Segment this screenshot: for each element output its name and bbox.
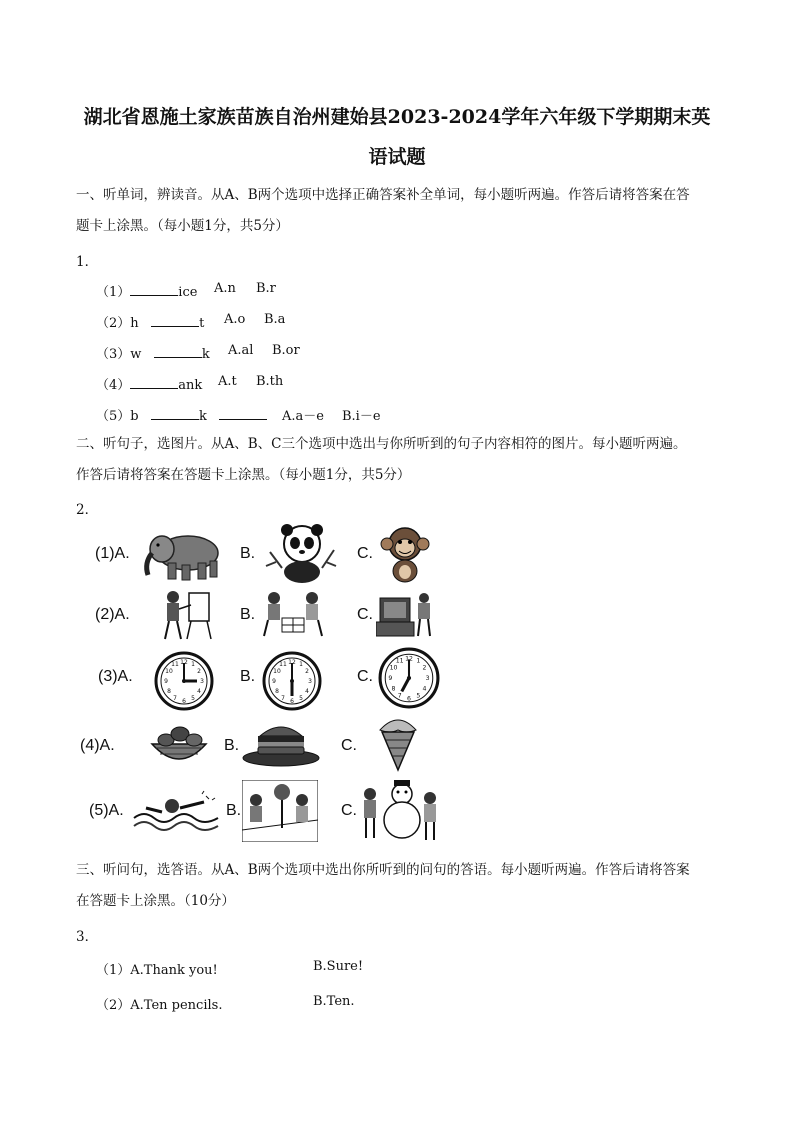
q3-item-2 xyxy=(96,994,222,1013)
section1-instruction-line1: 一、听单词，辨读音。从A、B两个选项中选择正确答案补全单词，每小题听两遍。作答后请将答案在答 xyxy=(76,187,690,203)
swimming-picture[interactable] xyxy=(132,790,220,834)
svg-text:7: 7 xyxy=(173,695,177,702)
q1-item-number: （2） xyxy=(96,316,131,331)
q1-item-4-option-a: A.t xyxy=(218,374,237,389)
section3-instruction-line1: 三、听问句，选答语。从A、B两个选项中选出你所听到的问句的答语。每小题听两遍。作答后请将答案 xyxy=(76,862,690,878)
q2-row4-label-c: C. xyxy=(341,737,357,754)
q3-item-1-option-a: A.Thank you! xyxy=(130,963,218,978)
svg-text:12: 12 xyxy=(180,659,188,666)
q1-item-5: （5）b k xyxy=(96,405,267,424)
q2-row1-label-b: B. xyxy=(240,545,256,562)
q3-item-number: （2） xyxy=(96,998,131,1013)
svg-text:2: 2 xyxy=(197,668,201,675)
svg-text:4: 4 xyxy=(422,685,427,693)
section2-instruction-line1: 二、听句子，选图片。从A、B、C三个选项中选出与你所听到的句子内容相符的图片。每小题听两遍。 xyxy=(76,436,687,452)
question-3-number: 3． xyxy=(76,929,99,945)
svg-text:1: 1 xyxy=(191,661,195,668)
svg-text:11: 11 xyxy=(171,661,179,668)
q2-row2-label-c: C. xyxy=(357,606,373,623)
q2-row3-label-c: C. xyxy=(357,668,373,685)
q1-item-4: （4） ank xyxy=(96,378,203,393)
q3-item-1 xyxy=(96,959,218,978)
svg-text:10: 10 xyxy=(165,668,173,675)
ice-cream-picture[interactable] xyxy=(376,714,420,772)
answer-blank[interactable] xyxy=(151,326,199,327)
answer-blank[interactable] xyxy=(151,419,199,420)
svg-text:12: 12 xyxy=(288,659,296,666)
q1-item-3-option-b: B.or xyxy=(272,343,300,358)
svg-text:2: 2 xyxy=(422,664,427,672)
clock-7-oclock-picture[interactable] xyxy=(378,647,440,709)
hamburger-picture[interactable] xyxy=(240,718,322,768)
svg-text:5: 5 xyxy=(191,695,195,702)
svg-text:7: 7 xyxy=(281,695,285,702)
question-1-number: 1． xyxy=(76,254,99,270)
q1-item-number: （1） xyxy=(96,285,131,300)
answer-blank[interactable] xyxy=(130,295,178,296)
q1-item-3: （3）w k xyxy=(96,347,210,362)
svg-text:9: 9 xyxy=(272,678,276,685)
answer-blank[interactable] xyxy=(219,419,267,420)
svg-text:4: 4 xyxy=(305,688,309,695)
q1-item-number: （5） xyxy=(96,409,131,424)
q1-item-1: （1） ice xyxy=(96,285,198,300)
q2-row2-label-a: (2)A. xyxy=(95,606,130,623)
q1-item-3-option-a: A.al xyxy=(228,343,254,358)
svg-text:6: 6 xyxy=(290,698,294,705)
q1-item-number: （4） xyxy=(96,378,131,393)
svg-text:2: 2 xyxy=(305,668,309,675)
monkey-picture[interactable] xyxy=(377,524,433,584)
q3-item-1-option-b: B.Sure! xyxy=(313,959,364,974)
exam-title-line2: 语试题 xyxy=(368,146,426,168)
q3-item-2-option-b: B.Ten. xyxy=(313,994,355,1009)
svg-text:11: 11 xyxy=(279,661,287,668)
q2-row4-label-a: (4)A. xyxy=(80,737,115,754)
svg-text:8: 8 xyxy=(391,685,396,693)
svg-text:9: 9 xyxy=(388,675,393,683)
svg-text:1: 1 xyxy=(299,661,303,668)
svg-text:9: 9 xyxy=(164,678,168,685)
elephant-picture[interactable] xyxy=(140,527,226,583)
q2-row5-label-a: (5)A. xyxy=(89,802,124,819)
q1-item-5-option-a: A.a－e xyxy=(282,409,324,424)
planting-trees-picture[interactable] xyxy=(242,780,318,842)
svg-text:6: 6 xyxy=(182,698,186,705)
answer-blank[interactable] xyxy=(154,357,202,358)
section3-instruction-line2: 在答题卡上涂黑。（10分） xyxy=(76,893,235,909)
snowman-picture[interactable] xyxy=(358,778,440,842)
q2-row5-label-b: B. xyxy=(226,802,242,819)
svg-text:4: 4 xyxy=(197,688,201,695)
svg-text:7: 7 xyxy=(397,692,402,700)
section2-instruction-line2: 作答后请将答案在答题卡上涂黑。（每小题1分，共5分） xyxy=(76,467,411,483)
svg-text:3: 3 xyxy=(308,678,312,685)
svg-text:10: 10 xyxy=(389,664,398,672)
q1-item-number: （3） xyxy=(96,347,131,362)
svg-text:12: 12 xyxy=(405,655,413,663)
answer-blank[interactable] xyxy=(130,388,178,389)
exam-title-line1: 湖北省恩施土家族苗族自治州建始县2023-2024学年六年级下学期期末英 xyxy=(83,106,711,128)
svg-text:5: 5 xyxy=(299,695,303,702)
q1-item-5-option-b: B.i－e xyxy=(342,409,381,424)
svg-text:10: 10 xyxy=(273,668,281,675)
clock-6-oclock-picture[interactable] xyxy=(262,651,322,711)
q1-item-2: （2）h t xyxy=(96,316,205,331)
q2-row1-label-c: C. xyxy=(357,545,373,562)
q1-item-4-option-b: B.th xyxy=(256,374,284,389)
svg-text:11: 11 xyxy=(395,657,404,665)
svg-text:3: 3 xyxy=(200,678,204,685)
q2-row5-label-c: C. xyxy=(341,802,357,819)
q2-row3-label-b: B. xyxy=(240,668,256,685)
svg-text:3: 3 xyxy=(425,675,430,683)
drawing-picture[interactable] xyxy=(155,587,219,641)
q3-item-2-option-a: A.Ten pencils. xyxy=(130,998,223,1013)
question-2-number: 2． xyxy=(76,502,99,518)
q2-row4-label-b: B. xyxy=(224,737,240,754)
clock-3-oclock-picture[interactable] xyxy=(154,651,214,711)
q1-item-1-option-b: B.r xyxy=(256,281,276,296)
svg-text:6: 6 xyxy=(407,695,411,703)
q2-row2-label-b: B. xyxy=(240,606,256,623)
svg-text:8: 8 xyxy=(167,688,171,695)
svg-text:1: 1 xyxy=(416,657,421,665)
section1-instruction-line2: 题卡上涂黑。（每小题1分，共5分） xyxy=(76,218,289,234)
svg-text:5: 5 xyxy=(416,692,421,700)
svg-text:8: 8 xyxy=(275,688,279,695)
panda-picture[interactable] xyxy=(262,522,342,584)
food-basket-picture[interactable] xyxy=(148,722,210,768)
q1-item-2-option-a: A.o xyxy=(224,312,246,327)
q2-row1-label-a: (1)A. xyxy=(95,545,130,562)
q1-item-2-option-b: B.a xyxy=(264,312,286,327)
computer-picture[interactable] xyxy=(376,588,436,640)
q1-item-1-option-a: A.n xyxy=(214,281,236,296)
q3-item-number: （1） xyxy=(96,963,131,978)
q2-row3-label-a: (3)A. xyxy=(98,668,133,685)
playing-chess-picture[interactable] xyxy=(262,588,324,640)
